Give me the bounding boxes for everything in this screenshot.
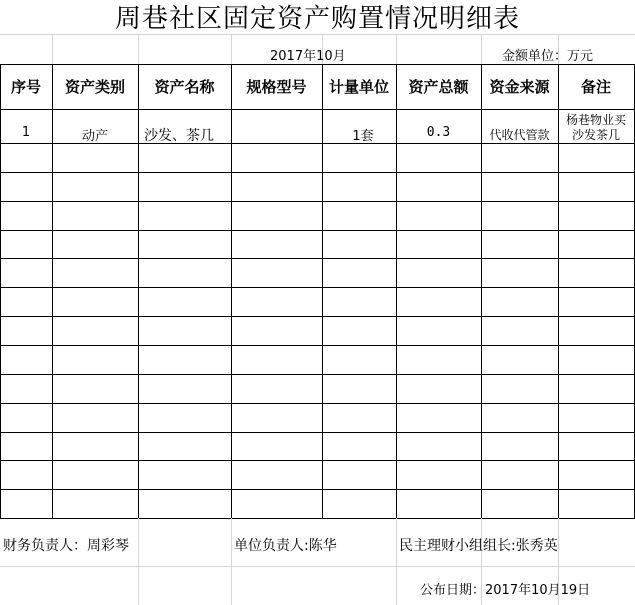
cell-amount: 0.3 (426, 125, 451, 140)
grid-line (396, 518, 397, 605)
grid-line (52, 34, 53, 64)
column-header-unit: 计量单位 (328, 78, 389, 96)
finance-signatory: 财务负责人：周彩琴 (3, 538, 129, 554)
cell-name: 沙发、茶几 (144, 128, 214, 144)
report-date: 2017年10月 (270, 49, 346, 64)
column-header-name: 资产名称 (154, 78, 215, 96)
grid-line (481, 34, 482, 64)
grid-line (396, 34, 397, 64)
cell-no: 1 (21, 125, 31, 140)
cell-note-line1: 杨巷物业买 (565, 113, 626, 127)
column-header-spec: 规格型号 (246, 78, 307, 96)
cell-category: 动产 (81, 129, 108, 144)
column-header-no: 序号 (10, 78, 41, 96)
cell-unit: 1套 (352, 129, 374, 144)
column-header-note: 备注 (580, 78, 611, 96)
grid-line (0, 566, 635, 567)
document-title: 周巷社区固定资产购置情况明细表 (114, 4, 520, 34)
amount-unit-note: 金额单位：万元 (502, 49, 594, 64)
grid-line (231, 518, 232, 605)
column-header-amount: 资产总额 (408, 78, 469, 96)
column-header-source: 资金来源 (489, 78, 550, 96)
grid-line (138, 34, 139, 64)
cell-note-line2: 沙发茶几 (571, 128, 620, 142)
grid-line (0, 34, 635, 35)
grid-line (231, 34, 232, 64)
unit-head-signatory: 单位负责人:陈华 (234, 538, 337, 554)
column-header-category: 资产类别 (64, 78, 125, 96)
publish-date: 公布日期：2017年10月19日 (420, 583, 591, 598)
grid-line (138, 518, 139, 605)
cell-source: 代收代管款 (489, 128, 550, 142)
group-leader-signatory: 民主理财小组组长:张秀英 (399, 538, 558, 554)
